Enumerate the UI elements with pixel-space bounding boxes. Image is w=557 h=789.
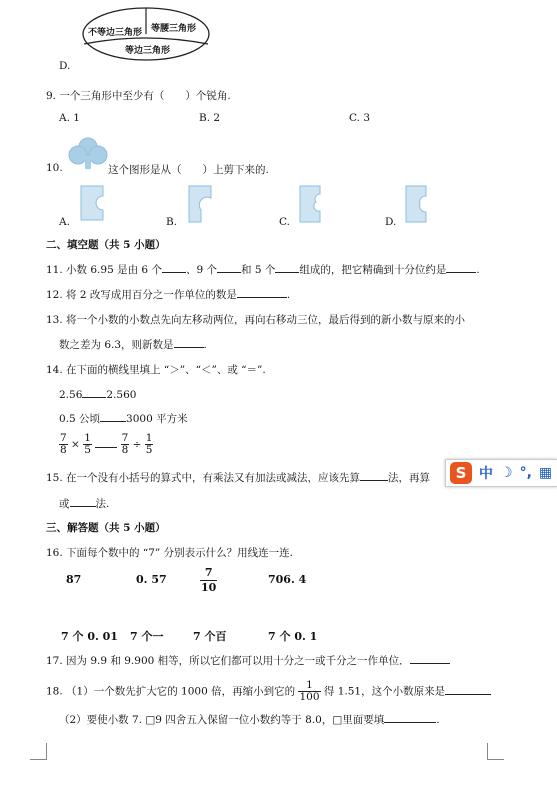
q10-shape-b: [187, 184, 213, 224]
question-18-line-1: 18. （1）一个数先扩大它的 1000 倍，再缩小到它的 $\frac{1}{100}$ 得 1.51，这个小数原来是: [46, 680, 491, 703]
question-10-number: 10.: [46, 162, 63, 174]
question-12: 12. 将 2 改写成用百分之一作单位的数是 .: [46, 289, 291, 301]
q14-row-1: 2.56 2.560: [59, 389, 137, 401]
question-10-text: 这个图形是从（ ）上剪下来的.: [108, 164, 269, 176]
option-d-label: D.: [59, 60, 71, 72]
diagram-label-isosceles: 等腰三角形: [151, 24, 197, 34]
question-13-line-1: 13. 将一个小数的小数点先向左移动两位，再向右移动三位，最后得到的新小数与原来的小: [46, 314, 466, 326]
ime-toolbar[interactable]: [445, 459, 557, 487]
q16-answer-2: 7 个一: [130, 630, 164, 643]
section-3-heading: 三、解答题（共 5 小题）: [46, 522, 166, 534]
q14-row-2: 0.5 公顷 3000 平方米: [59, 413, 188, 425]
q16-fraction: $\frac{7}{10}$: [201, 566, 217, 594]
section-2-heading: 二、填空题（共 5 小题）: [46, 239, 166, 251]
question-18-line-2: （2）要使小数 7. □9 四舍五入保留一位小数约等于 8.0，□里面要填 .: [59, 714, 440, 726]
keyboard-icon[interactable]: ▦: [538, 465, 553, 481]
page-corner-mark-left: [30, 743, 47, 760]
q9-option-b: B. 2: [199, 112, 221, 124]
question-17: 17. 因为 9.9 和 9.900 相等，所以它们都可以用十分之一或千分之一作单位．: [46, 653, 450, 668]
question-14: 14. 在下面的横线里填上 “＞”、“＜”、或 “＝”.: [46, 364, 266, 376]
q9-option-a: A. 1: [59, 112, 80, 124]
q10-option-d: D.: [385, 216, 397, 228]
q14-row-3: $\frac{7}{8}$ × $\frac{1}{5}$ $\frac{7}{8}$ ÷ $\frac{1}{5}$: [60, 432, 153, 456]
punctuation-icon[interactable]: °,: [519, 465, 532, 481]
q9-option-c: C. 3: [349, 112, 371, 124]
q16-answer-4: 7 个 0. 1: [268, 630, 318, 643]
question-15-line-2: 或 法.: [59, 498, 110, 510]
q10-shape-d: [404, 184, 428, 224]
q10-option-b: B.: [166, 216, 178, 228]
page-corner-mark-right: [487, 743, 504, 760]
question-15-line-1: 15. 在一个没有小括号的算式中，有乘法又有加法或减法，应该先算 法，再算: [46, 472, 431, 484]
q10-shape-a: [79, 184, 105, 222]
q16-number-0-57: 0. 57: [136, 573, 167, 586]
q10-option-c: C.: [279, 216, 290, 228]
q16-number-87: 87: [66, 573, 82, 586]
question-13-line-2: 数之差为 6.3，则新数是 .: [59, 339, 207, 351]
question-9: 9. 一个三角形中至少有（ ）个锐角.: [46, 90, 231, 102]
q16-answer-1: 7 个 0. 01: [61, 630, 118, 643]
question-11: 11. 小数 6.95 是由 6 个 、9 个 和 5 个 组成的，把它精确到十分位约是 .: [46, 264, 480, 276]
sogou-logo-icon[interactable]: S: [450, 462, 472, 484]
diagram-label-scalene: 不等边三角形: [88, 28, 143, 38]
question-16: 16. 下面每个数中的 “7” 分别表示什么？用线连一连.: [46, 547, 293, 559]
q10-shape-c: [298, 184, 322, 224]
q10-option-a: A.: [59, 216, 70, 228]
diagram-label-equilateral: 等边三角形: [125, 46, 171, 56]
q16-answer-3: 7 个百: [193, 630, 227, 643]
cloud-shape-figure: [67, 136, 109, 170]
ime-language-toggle[interactable]: 中: [479, 466, 493, 482]
q16-number-706-4: 706. 4: [268, 573, 307, 586]
moon-icon[interactable]: ☽: [500, 465, 513, 481]
